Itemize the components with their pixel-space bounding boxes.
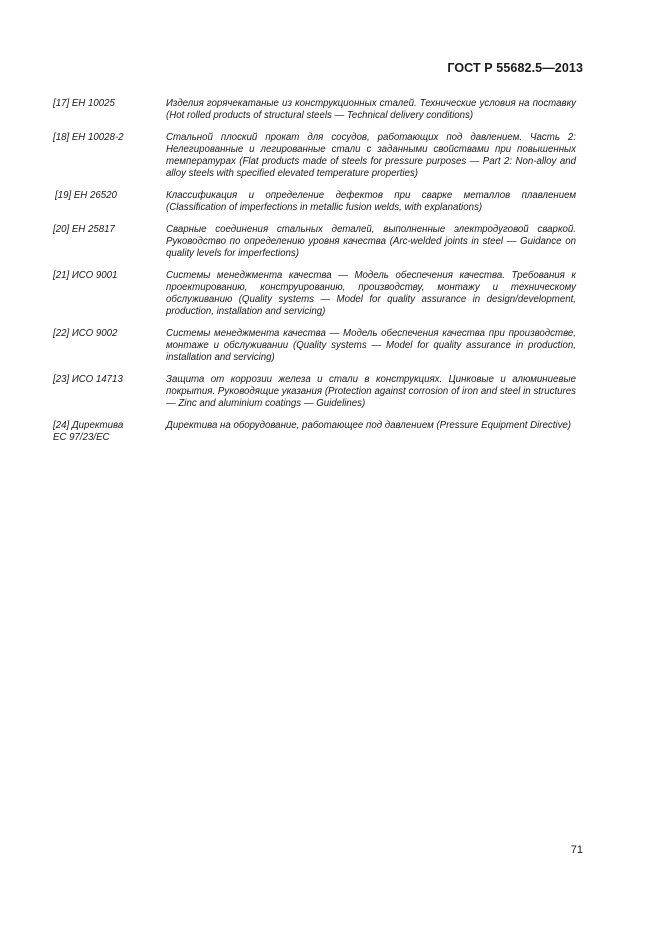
reference-description: Классификация и определение дефектов при сварке металлов плавлением (Classification of imperfections in metallic fusion welds, with explanations): [166, 190, 576, 213]
reference-description: Системы менеджмента качества — Модель обеспечения качества. Требования к проектированию, конструированию, производству, монтажу и техническому обслуживанию (Quality systems — Model for quality assurance in design/development, production, installation and servicing): [166, 270, 576, 317]
reference-item: [53, 98, 576, 122]
reference-code: [17] ЕН 10025: [53, 98, 115, 109]
reference-code: [20] ЕН 25817: [53, 224, 115, 235]
reference-description: Стальной плоский прокат для сосудов, работающих под давлением. Часть 2: Нелегированные и легированные стали с заданными свойствами при повышенных температурах (Flat products made of steels for pressure purposes — Part 2: Non-alloy and alloy steels with specified elevated temperature properties): [166, 132, 576, 179]
reference-item: [53, 270, 576, 318]
reference-item: [53, 328, 576, 364]
reference-item: [53, 190, 576, 214]
reference-code: [22] ИСО 9002: [53, 328, 118, 339]
reference-item: [53, 420, 576, 444]
reference-item: [53, 374, 576, 410]
reference-description: Директива на оборудование, работающее под давлением (Pressure Equipment Directive): [166, 420, 572, 431]
page-number: 71: [570, 844, 583, 856]
reference-item: [53, 224, 576, 260]
reference-description: Изделия горячекатаные из конструкционных сталей. Технические условия на поставку (Hot rolled products of structural steels — Technical delivery conditions): [166, 98, 576, 121]
reference-code: [19] ЕН 26520: [55, 190, 117, 201]
reference-item: [53, 132, 576, 180]
reference-code: [18] ЕН 10028-2: [53, 132, 124, 143]
reference-code: [21] ИСО 9001: [53, 270, 118, 281]
reference-code: [23] ИСО 14713: [53, 374, 123, 385]
standard-code: ГОСТ Р 55682.5—2013: [447, 61, 583, 75]
reference-description: Системы менеджмента качества — Модель обеспечения качества при производстве, монтаже и обслуживании (Quality systems — Model for quality assurance in production, installation and servicing): [166, 328, 576, 363]
reference-description: Защита от коррозии железа и стали в конструкциях. Цинковые и алюминиевые покрытия. Руководящие указания (Protection against corrosion of iron and steel in structures — Zinc and aluminium coatings — Guidelines): [166, 374, 576, 409]
reference-description: Сварные соединения стальных деталей, выполненные электродуговой сваркой. Руководство по определению уровня качества (Arc-welded joints in steel — Guidance on quality levels for imperfections): [166, 224, 576, 259]
bibliography-list: [53, 98, 576, 454]
reference-code: [24] Директива ЕС 97/23/ЕС: [53, 420, 124, 443]
